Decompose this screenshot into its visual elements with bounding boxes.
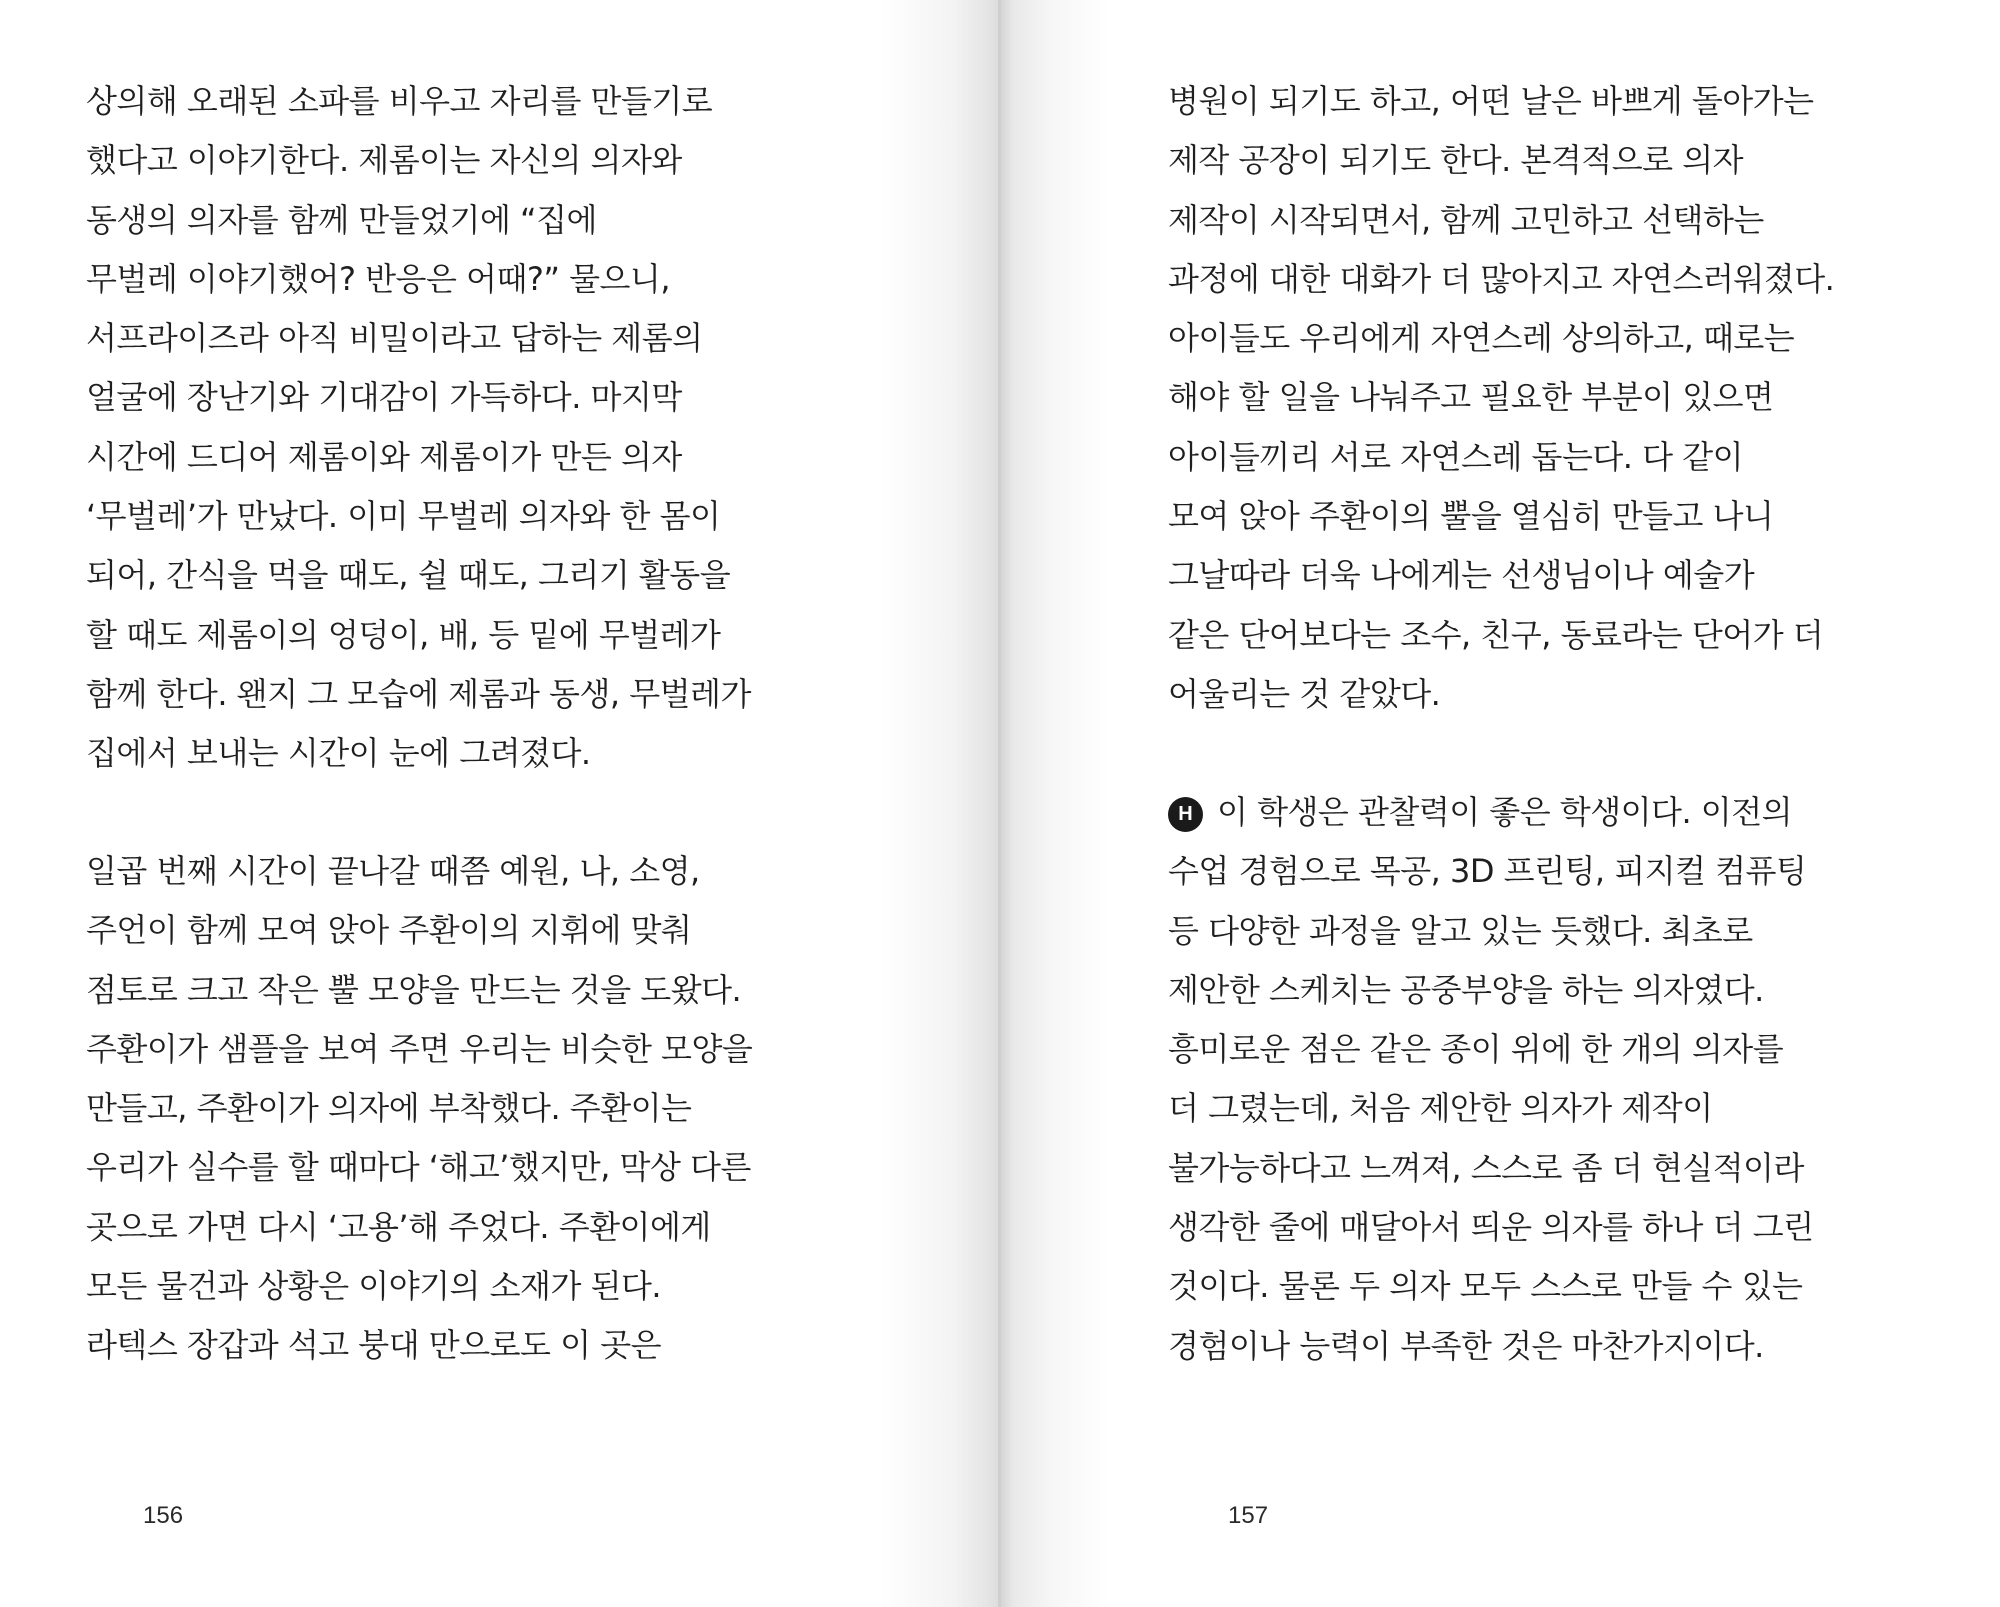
text-line: 같은 단어보다는 조수, 친구, 동료라는 단어가 더 <box>1168 615 1824 654</box>
text-line: 시간에 드디어 제롬이와 제롬이가 만든 의자 <box>86 437 682 476</box>
text-line: 했다고 이야기한다. 제롬이는 자신의 의자와 <box>86 141 682 180</box>
text-line: 라텍스 장갑과 석고 붕대 만으로도 이 곳은 <box>86 1326 662 1365</box>
text-line: 제작 공장이 되기도 한다. 본격적으로 의자 <box>1168 141 1744 180</box>
text-line: 병원이 되기도 하고, 어떤 날은 바쁘게 돌아가는 <box>1168 82 1814 120</box>
text-line: 무벌레 이야기했어? 반응은 어때?” 물으니, <box>86 259 670 298</box>
text-line: 경험이나 능력이 부족한 것은 마찬가지이다. <box>1168 1326 1764 1365</box>
text-line: 아이들끼리 서로 자연스레 돕는다. 다 같이 <box>1168 437 1744 476</box>
text-line: ‘무벌레’가 만났다. 이미 무벌레 의자와 한 몸이 <box>86 497 721 536</box>
text-line: 만들고, 주환이가 의자에 부착했다. 주환이는 <box>86 1089 692 1128</box>
right-paragraph-1 <box>1168 72 1834 724</box>
text-line: 주환이가 샘플을 보여 주면 우리는 비슷한 모양을 <box>86 1029 753 1068</box>
text-line: 곳으로 가면 다시 ‘고용’해 주었다. 주환이에게 <box>86 1207 711 1246</box>
text-line: 주언이 함께 모여 앉아 주환이의 지휘에 맞춰 <box>86 911 692 950</box>
text-line: 집에서 보내는 시간이 눈에 그려졌다. <box>86 734 591 773</box>
text-line: 아이들도 우리에게 자연스레 상의하고, 때로는 <box>1168 319 1795 358</box>
book-gutter <box>998 0 1001 1607</box>
text-line: 해야 할 일을 나눠주고 필요한 부분이 있으면 <box>1168 378 1774 417</box>
text-line: 우리가 실수를 할 때마다 ‘해고’했지만, 막상 다른 <box>86 1148 751 1187</box>
text-line: 생각한 줄에 매달아서 띄운 의자를 하나 더 그린 <box>1168 1208 1814 1247</box>
right-page <box>1000 0 2000 1607</box>
text-line-content: 이 학생은 관찰력이 좋은 학생이다. 이전의 <box>1217 793 1793 831</box>
right-paragraph-2 <box>1168 783 1814 1376</box>
text-line: 일곱 번째 시간이 끝나갈 때쯤 예원, 나, 소영, <box>86 852 700 890</box>
text-line: 상의해 오래된 소파를 비우고 자리를 만들기로 <box>86 82 713 120</box>
left-paragraph-1 <box>86 72 751 784</box>
h-marker-icon: H <box>1168 797 1203 832</box>
text-line: 함께 한다. 왠지 그 모습에 제롬과 동생, 무벌레가 <box>86 674 751 713</box>
text-line: 서프라이즈라 아직 비밀이라고 답하는 제롬의 <box>86 319 703 358</box>
text-line <box>1168 783 1814 842</box>
text-line: 불가능하다고 느껴져, 스스로 좀 더 현실적이라 <box>1168 1148 1804 1187</box>
text-line: 할 때도 제롬이의 엉덩이, 배, 등 밑에 무벌레가 <box>86 615 721 654</box>
text-line: 얼굴에 장난기와 기대감이 가득하다. 마지막 <box>86 378 682 417</box>
text-line: 더 그렸는데, 처음 제안한 의자가 제작이 <box>1168 1089 1713 1128</box>
text-line: 등 다양한 과정을 알고 있는 듯했다. 최초로 <box>1168 911 1753 950</box>
text-line: 그날따라 더욱 나에게는 선생님이나 예술가 <box>1168 556 1755 595</box>
page-number-left: 156 <box>143 1502 184 1529</box>
text-line: 되어, 간식을 먹을 때도, 쉴 때도, 그리기 활동을 <box>86 556 731 595</box>
text-line: 모여 앉아 주환이의 뿔을 열심히 만들고 나니 <box>1168 497 1774 536</box>
page-number-right: 157 <box>1228 1502 1269 1529</box>
text-line: 제안한 스케치는 공중부양을 하는 의자였다. <box>1168 970 1764 1009</box>
text-line: 점토로 크고 작은 뿔 모양을 만드는 것을 도왔다. <box>86 970 742 1009</box>
text-line: 어울리는 것 같았다. <box>1168 674 1441 713</box>
text-line: 동생의 의자를 함께 만들었기에 “집에 <box>86 200 597 239</box>
text-line: 흥미로운 점은 같은 종이 위에 한 개의 의자를 <box>1168 1030 1784 1069</box>
text-line: 것이다. 물론 두 의자 모두 스스로 만들 수 있는 <box>1168 1267 1803 1306</box>
text-line: 수업 경험으로 목공, 3D 프린팅, 피지컬 컴퓨팅 <box>1168 852 1807 891</box>
left-paragraph-2 <box>86 842 752 1376</box>
text-line: 모든 물건과 상황은 이야기의 소재가 된다. <box>86 1267 662 1306</box>
text-line: 과정에 대한 대화가 더 많아지고 자연스러워졌다. <box>1168 259 1835 298</box>
text-line: 제작이 시작되면서, 함께 고민하고 선택하는 <box>1168 200 1764 239</box>
